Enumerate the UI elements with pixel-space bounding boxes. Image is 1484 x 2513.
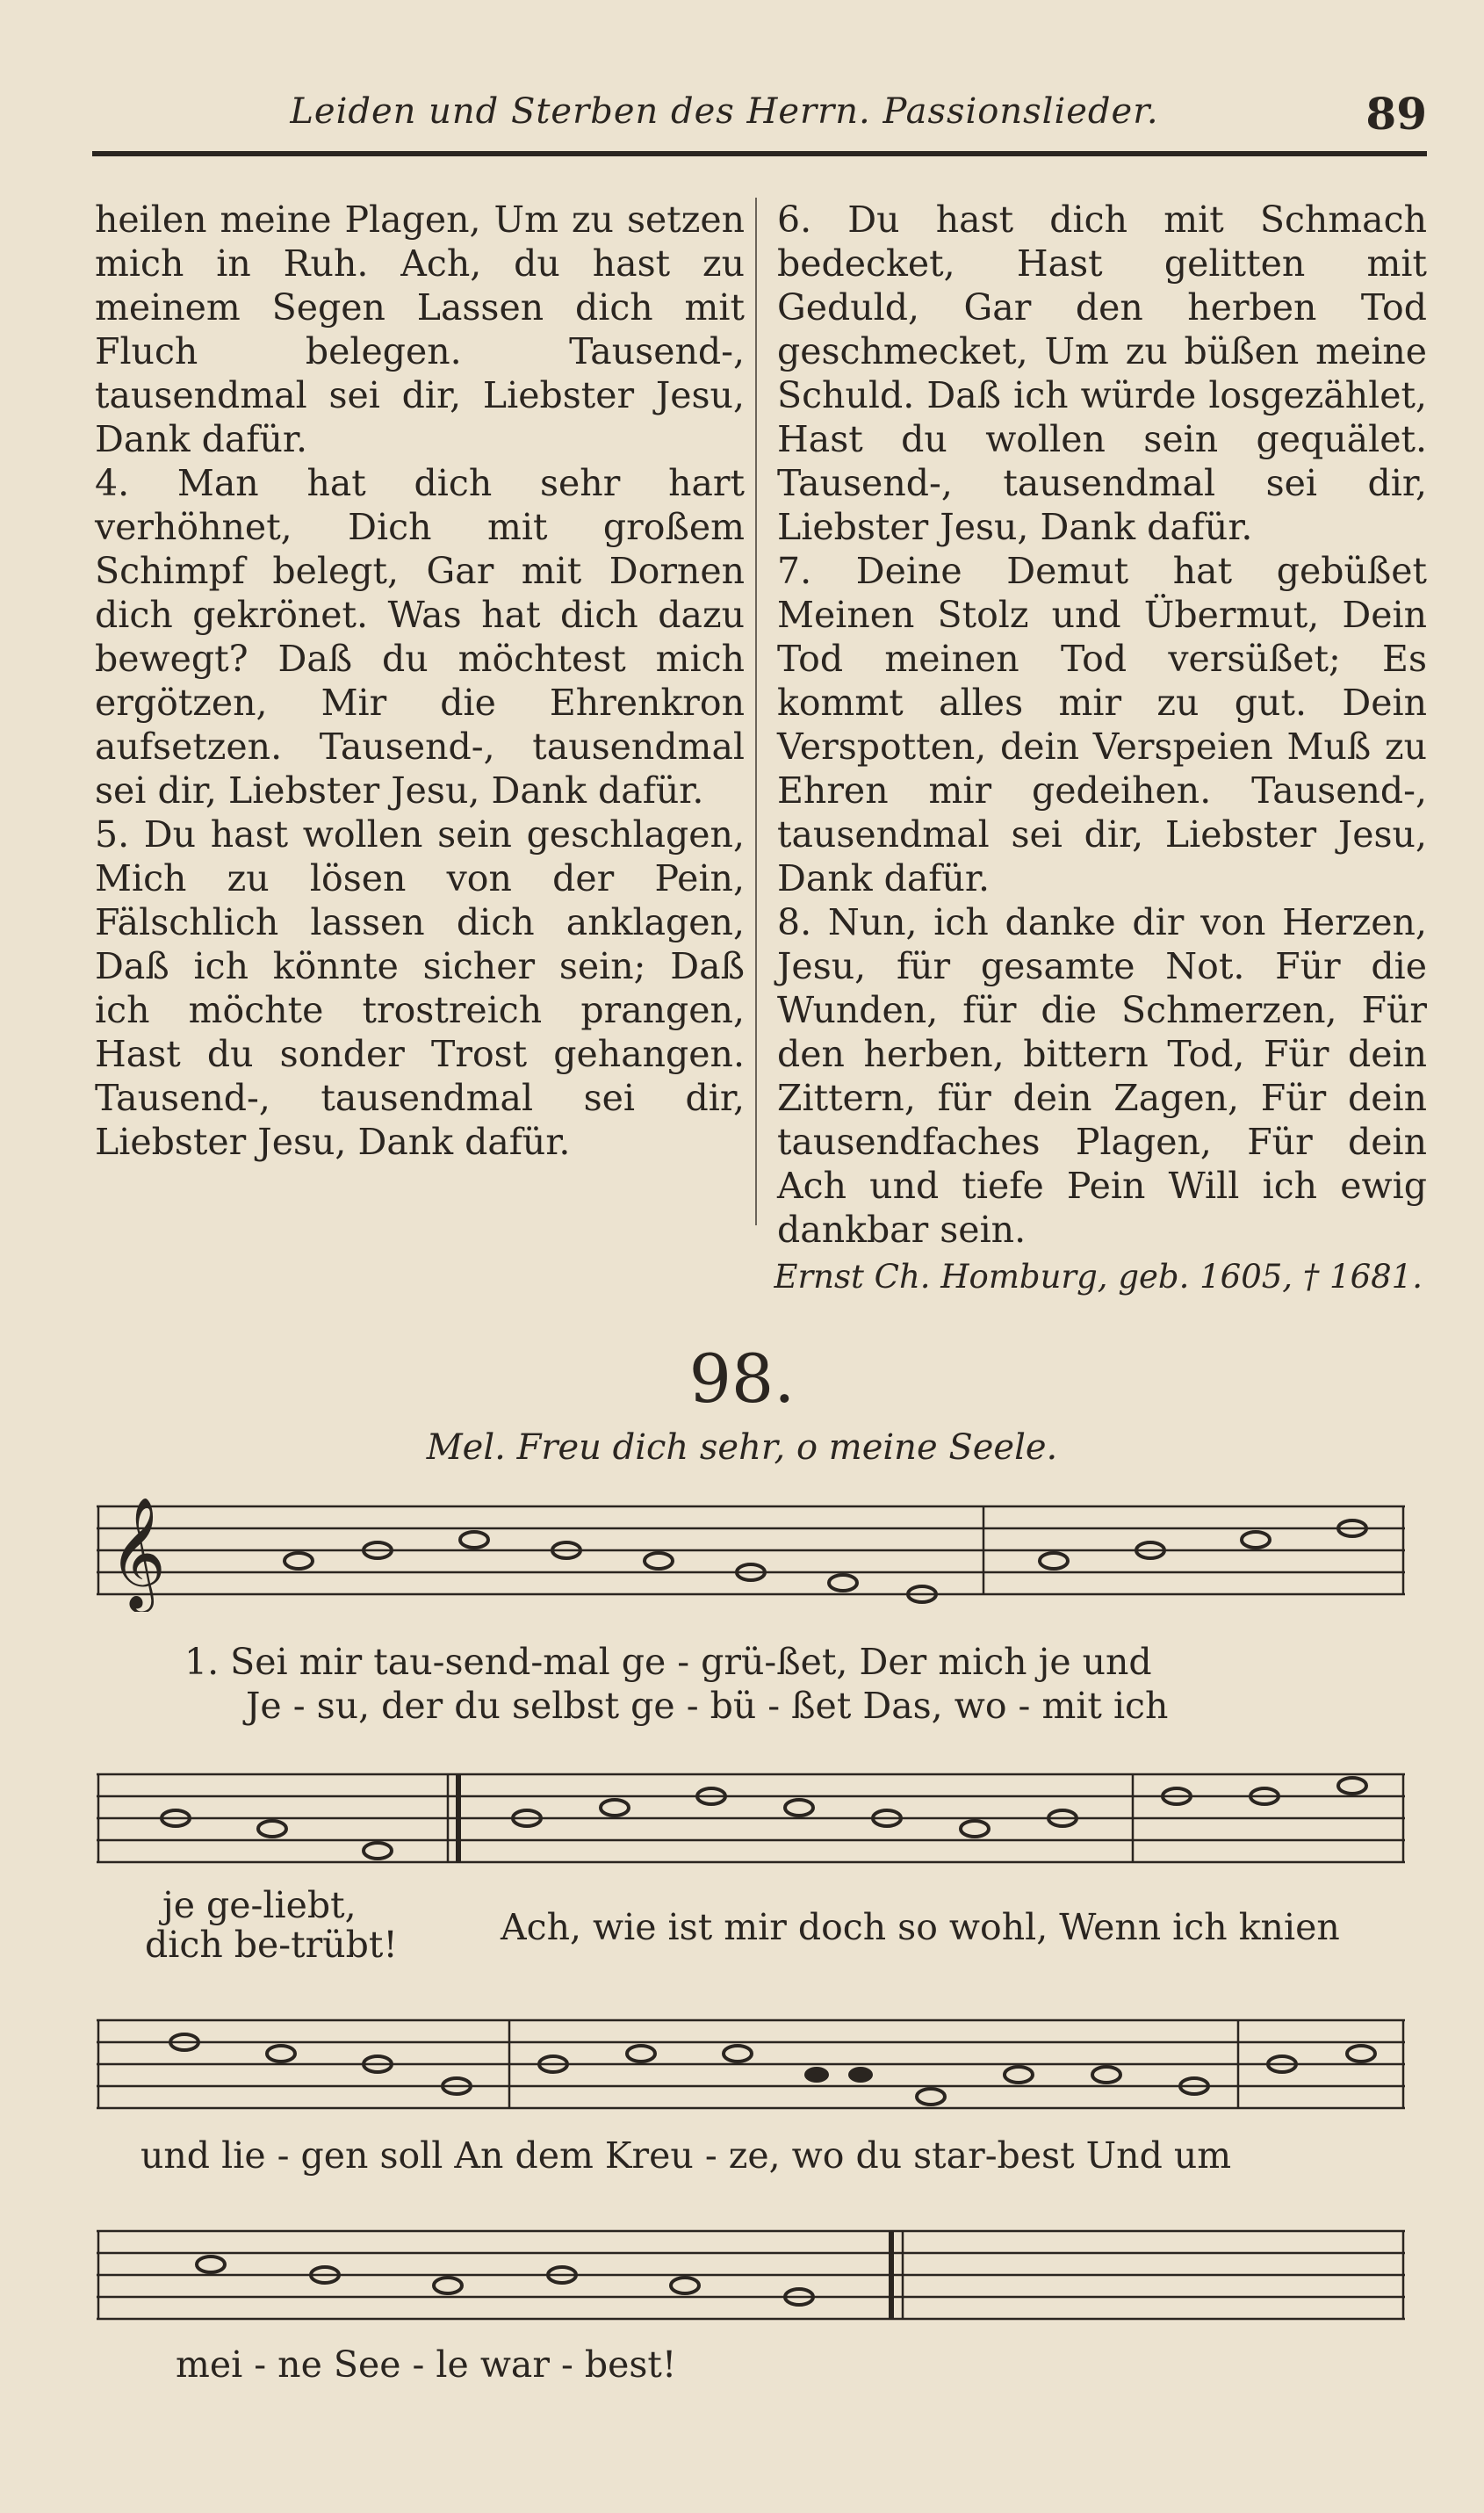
- right-column: [777, 198, 1427, 1252]
- verse-7: 7. Deine Demut hat gebüßet Meinen Stolz und Übermut, Dein Tod meinen Tod versüßet; Es kommt alles mir zu gut. Dein Verspotten, dein Verspeien Muß zu Ehren mir gedeihen. Tausend-, tausendmal sei dir, Liebster Jesu, Dank dafür.: [777, 550, 1427, 899]
- hymn-number: 98.: [688, 1340, 796, 1418]
- running-title: Leiden und Sterben des Herrn. Passionslieder.: [290, 91, 1159, 132]
- left-column: [95, 198, 745, 1164]
- verse-8: 8. Nun, ich danke dir von Herzen, Jesu, für gesamte Not. Für die Wunden, für die Schmerzen, Für den herben, bittern Tod, Für dein Zittern, für dein Zagen, Für dein tausendfaches Plagen, Für dein Ach und tiefe Pein Will ich ewig dankbar sein.: [777, 901, 1427, 1251]
- svg-text:𝄞: 𝄞: [109, 1496, 167, 1608]
- lyric-line-2a: je ge-liebt,: [162, 1884, 357, 1926]
- header-rule: [92, 151, 1427, 156]
- music-staff-1: [97, 1489, 1405, 1608]
- lyric-line-2b: dich be-trübt!: [145, 1924, 398, 1966]
- music-staff-3: [97, 2003, 1405, 2117]
- author-attribution: Ernst Ch. Homburg, geb. 1605, † 1681.: [774, 1258, 1423, 1296]
- page-header: [92, 88, 1427, 156]
- verse-6: 6. Du hast dich mit Schmach bedecket, Hast gelitten mit Geduld, Gar den herben Tod geschmecket, Um zu büßen meine Schuld. Daß ich würde losgezählet, Hast du wollen sein gequälet. Tausend-, tausendmal sei dir, Liebster Jesu, Dank dafür.: [777, 199, 1427, 548]
- page-number: 89: [1365, 88, 1427, 140]
- lyric-line-1b: Je - su, der du selbst ge - bü - ßet Das, wo - mit ich: [246, 1685, 1169, 1727]
- verse-4: 4. Man hat dich sehr hart verhöhnet, Dich mit großem Schimpf belegt, Gar mit Dornen dich gekrönet. Was hat dich dazu bewegt? Daß du möchtest mich ergötzen, Mir die Ehrenkron aufsetzen. Tausend-, tausendmal sei dir, Liebster Jesu, Dank dafür.: [95, 462, 745, 812]
- lyric-line-1a: 1. Sei mir tau-send-mal ge - grü-ßet, Der mich je und: [184, 1641, 1152, 1683]
- melody-line: Mel. Freu dich sehr, o meine Seele.: [426, 1427, 1058, 1468]
- music-staff-4: [97, 2213, 1405, 2328]
- lyric-line-2c: Ach, wie ist mir doch so wohl, Wenn ich knien: [501, 1906, 1340, 1948]
- lyric-line-3: und lie - gen soll An dem Kreu - ze, wo du star-best Und um: [140, 2134, 1232, 2177]
- music-staff-2: [97, 1757, 1405, 1871]
- verse-5: 5. Du hast wollen sein geschlagen, Mich zu lösen von der Pein, Fälschlich lassen dich anklagen, Daß ich könnte sicher sein; Daß ich möchte trostreich prangen, Hast du sonder Trost gehangen. Tausend-, tausendmal sei dir, Liebster Jesu, Dank dafür.: [95, 813, 745, 1163]
- column-divider: [755, 198, 757, 1225]
- verse-3-end: heilen meine Plagen, Um zu setzen mich in Ruh. Ach, du hast zu meinem Segen Lassen dich mit Fluch belegen. Tausend-, tausendmal sei dir, Liebster Jesu, Dank dafür.: [95, 199, 745, 460]
- lyric-line-4: mei - ne See - le war - best!: [176, 2343, 677, 2386]
